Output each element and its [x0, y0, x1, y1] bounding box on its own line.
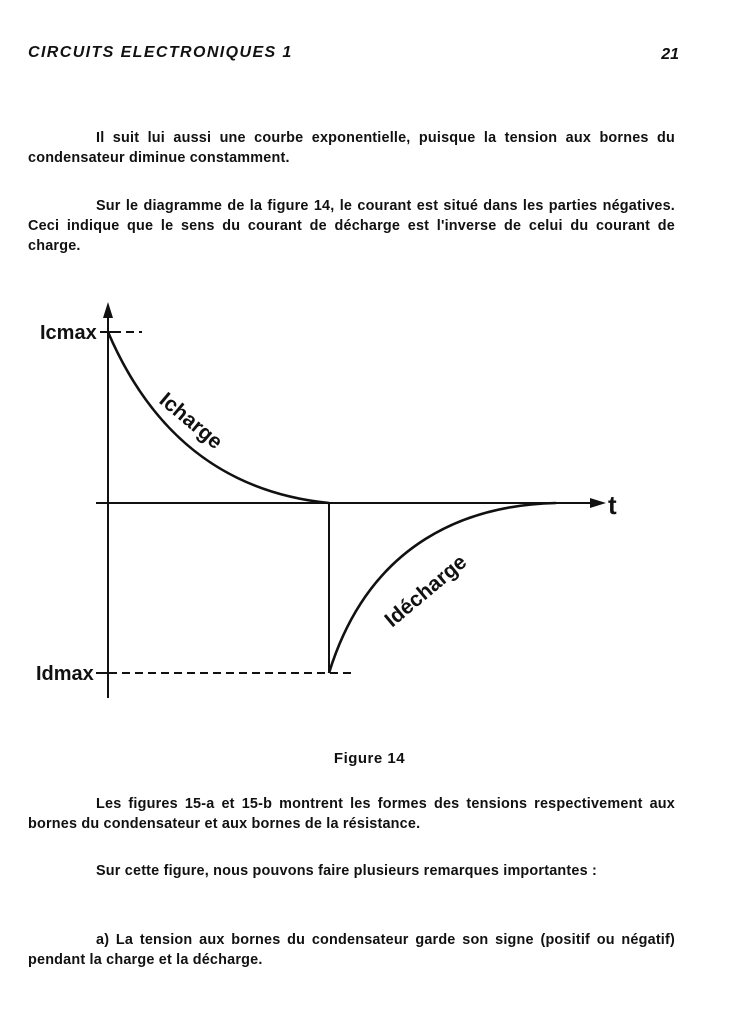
label-icmax: Icmax	[40, 322, 97, 344]
label-idmax: Idmax	[36, 663, 94, 685]
t-axis-arrowhead	[590, 498, 606, 508]
paragraph-3: Les figures 15-a et 15-b montrent les formes des tensions respectivement aux bornes du condensateur et aux bornes de la résistance.	[28, 796, 675, 832]
paragraph-2: Sur le diagramme de la figure 14, le courant est situé dans les parties négatives. Ceci indique que le sens du courant de décharge est l'inverse de celui du courant de charge.	[28, 198, 675, 254]
page-number: 21	[661, 46, 679, 63]
paragraph-5: a) La tension aux bornes du condensateur garde son signe (positif ou négatif) pendant la charge et la décharge.	[28, 932, 675, 968]
label-icharge: Icharge	[154, 388, 227, 454]
label-t: t	[608, 490, 617, 520]
running-header-title: CIRCUITS ELECTRONIQUES 1	[28, 44, 293, 61]
label-idecharge: Idécharge	[380, 550, 472, 632]
y-axis-arrowhead	[103, 302, 113, 318]
paragraph-1: Il suit lui aussi une courbe exponentielle, puisque la tension aux bornes du condensateur diminue constamment.	[28, 130, 675, 166]
charge-curve	[108, 332, 329, 503]
paragraph-4: Sur cette figure, nous pouvons faire plusieurs remarques importantes :	[96, 863, 597, 879]
figure-caption: Figure 14	[333, 750, 406, 767]
